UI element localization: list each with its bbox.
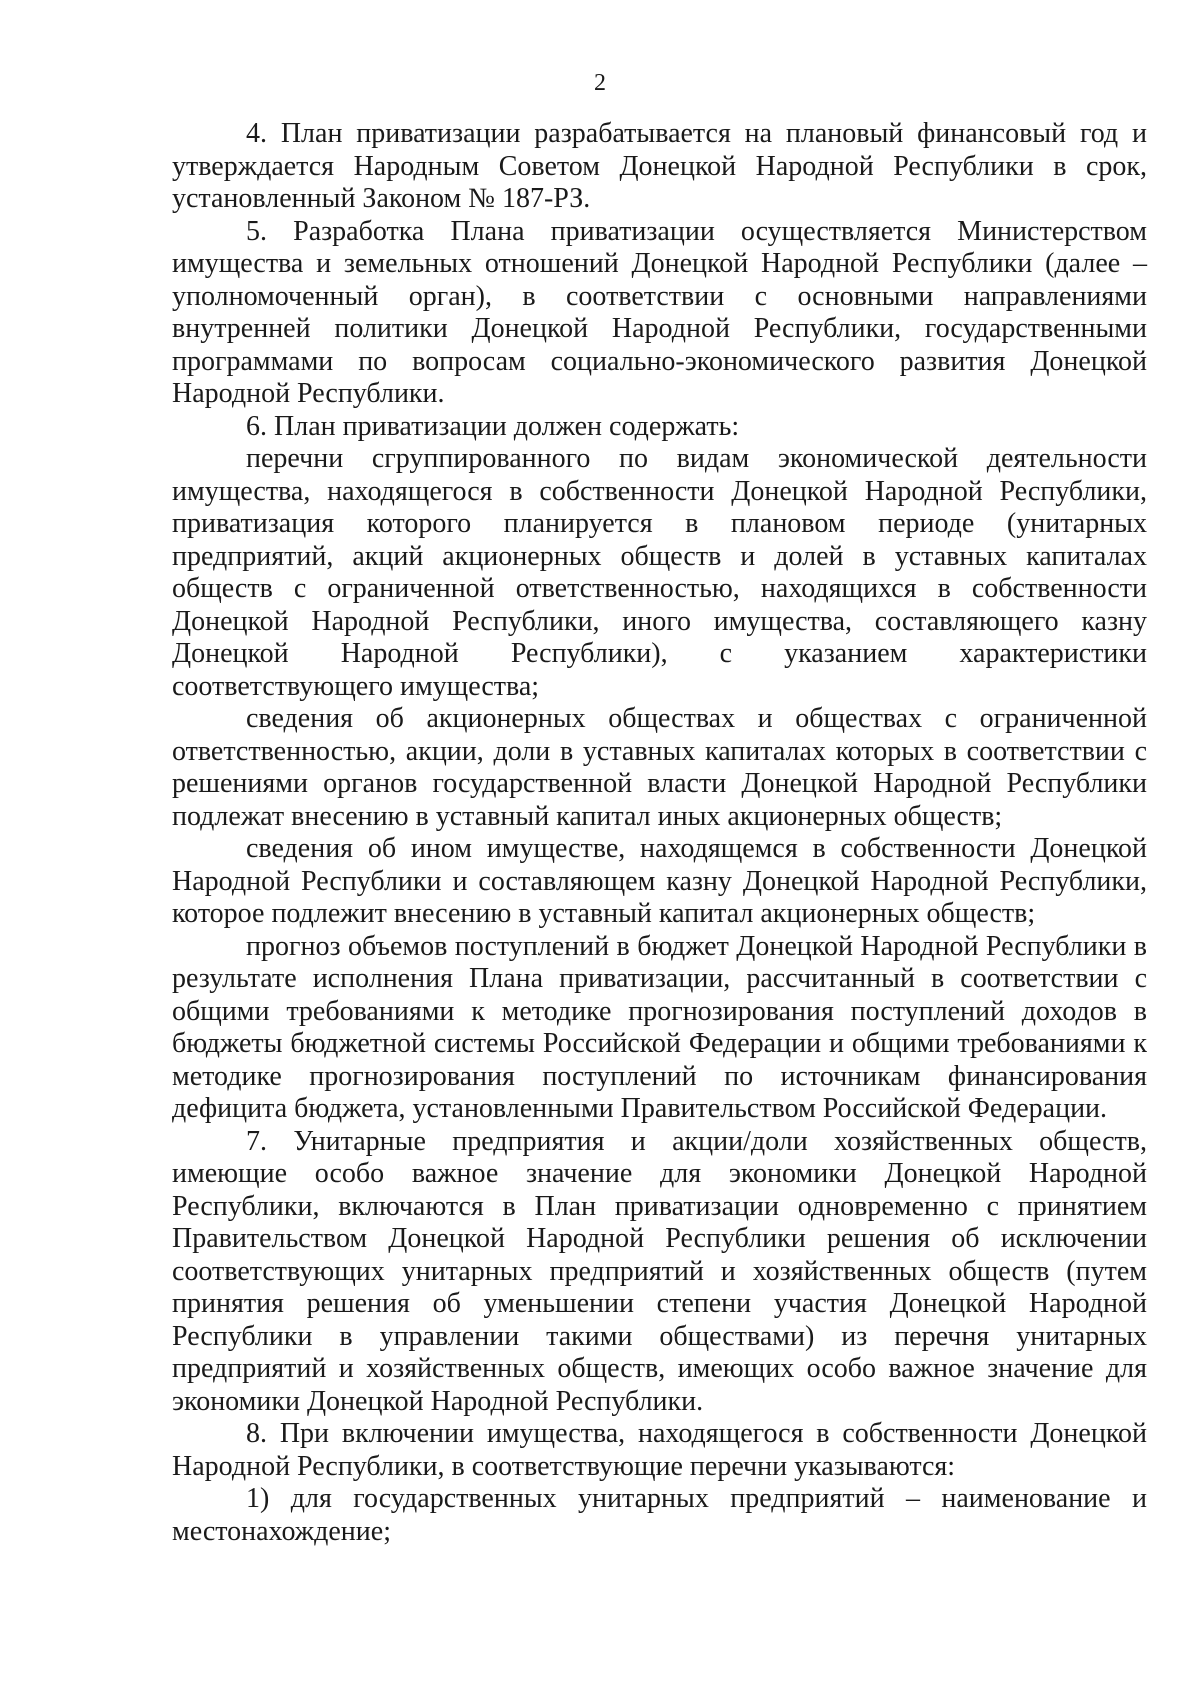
document-body	[172, 118, 1147, 1548]
paragraph-item-6: 6. План приватизации должен содержать:	[246, 410, 740, 442]
paragraph-list-entry-forecast: прогноз объемов поступлений в бюджет Донецкой Народной Республики в результате исполнения Плана приватизации, рассчитанный в соответствии с общими требованиями к методике прогнозирования поступлений доходов в бюджеты бюджетной системы Российской Федерации и общими требованиями к методике прогнозирования поступлений по источникам финансирования дефицита бюджета, установленными Правительством Российской Федерации.	[172, 930, 1147, 1124]
paragraph-list-entry-other-property: сведения об ином имуществе, находящемся в собственности Донецкой Народной Республики и составляющем казну Донецкой Народной Республики, которое подлежит внесению в уставный капитал акционерных обществ;	[172, 833, 1147, 929]
paragraph-item-8: 8. При включении имущества, находящегося в собственности Донецкой Народной Республики, в соответствующие перечни указываются:	[172, 1418, 1147, 1482]
paragraph-list-entry-lists: перечни сгруппированного по видам экономической деятельности имущества, находящегося в собственности Донецкой Народной Республики, приватизация которого планируется в плановом периоде (унитарных предприятий, акций акционерных обществ и долей в уставных капиталах обществ с ограниченной ответственностью, находящихся в собственности Донецкой Народной Республики, иного имущества, составляющего казну Донецкой Народной Республики), с указанием характеристики соответствующего имущества;	[172, 443, 1147, 702]
paragraph-item-7: 7. Унитарные предприятия и акции/доли хозяйственных обществ, имеющие особо важное значение для экономики Донецкой Народной Республики, включаются в План приватизации одновременно с принятием Правительством Донецкой Народной Республики решения об исключении соответствующих унитарных предприятий и хозяйственных обществ (путем принятия решения об уменьшении степени участия Донецкой Народной Республики в управлении такими обществами) из перечня унитарных предприятий и хозяйственных обществ, имеющих особо важное значение для экономики Донецкой Народной Республики.	[172, 1125, 1147, 1417]
paragraph-item-5: 5. Разработка Плана приватизации осуществляется Министерством имущества и земельных отношений Донецкой Народной Республики (далее – уполномоченный орган), в соответствии с основными направлениями внутренней политики Донецкой Народной Республики, государственными программами по вопросам социально-экономического развития Донецкой Народной Республики.	[172, 215, 1147, 409]
paragraph-list-entry-societies: сведения об акционерных обществах и обществах с ограниченной ответственностью, акции, доли в уставных капиталах которых в соответствии с решениями органов государственной власти Донецкой Народной Республики подлежат внесению в уставный капитал иных акционерных обществ;	[172, 703, 1147, 832]
page-number: 2	[594, 70, 606, 96]
paragraph-item-4: 4. План приватизации разрабатывается на плановый финансовый год и утверждается Народным Советом Донецкой Народной Республики в срок, установленный Законом № 187-РЗ.	[172, 118, 1147, 214]
paragraph-subitem-1: 1) для государственных унитарных предприятий – наименование и местонахождение;	[172, 1483, 1147, 1547]
